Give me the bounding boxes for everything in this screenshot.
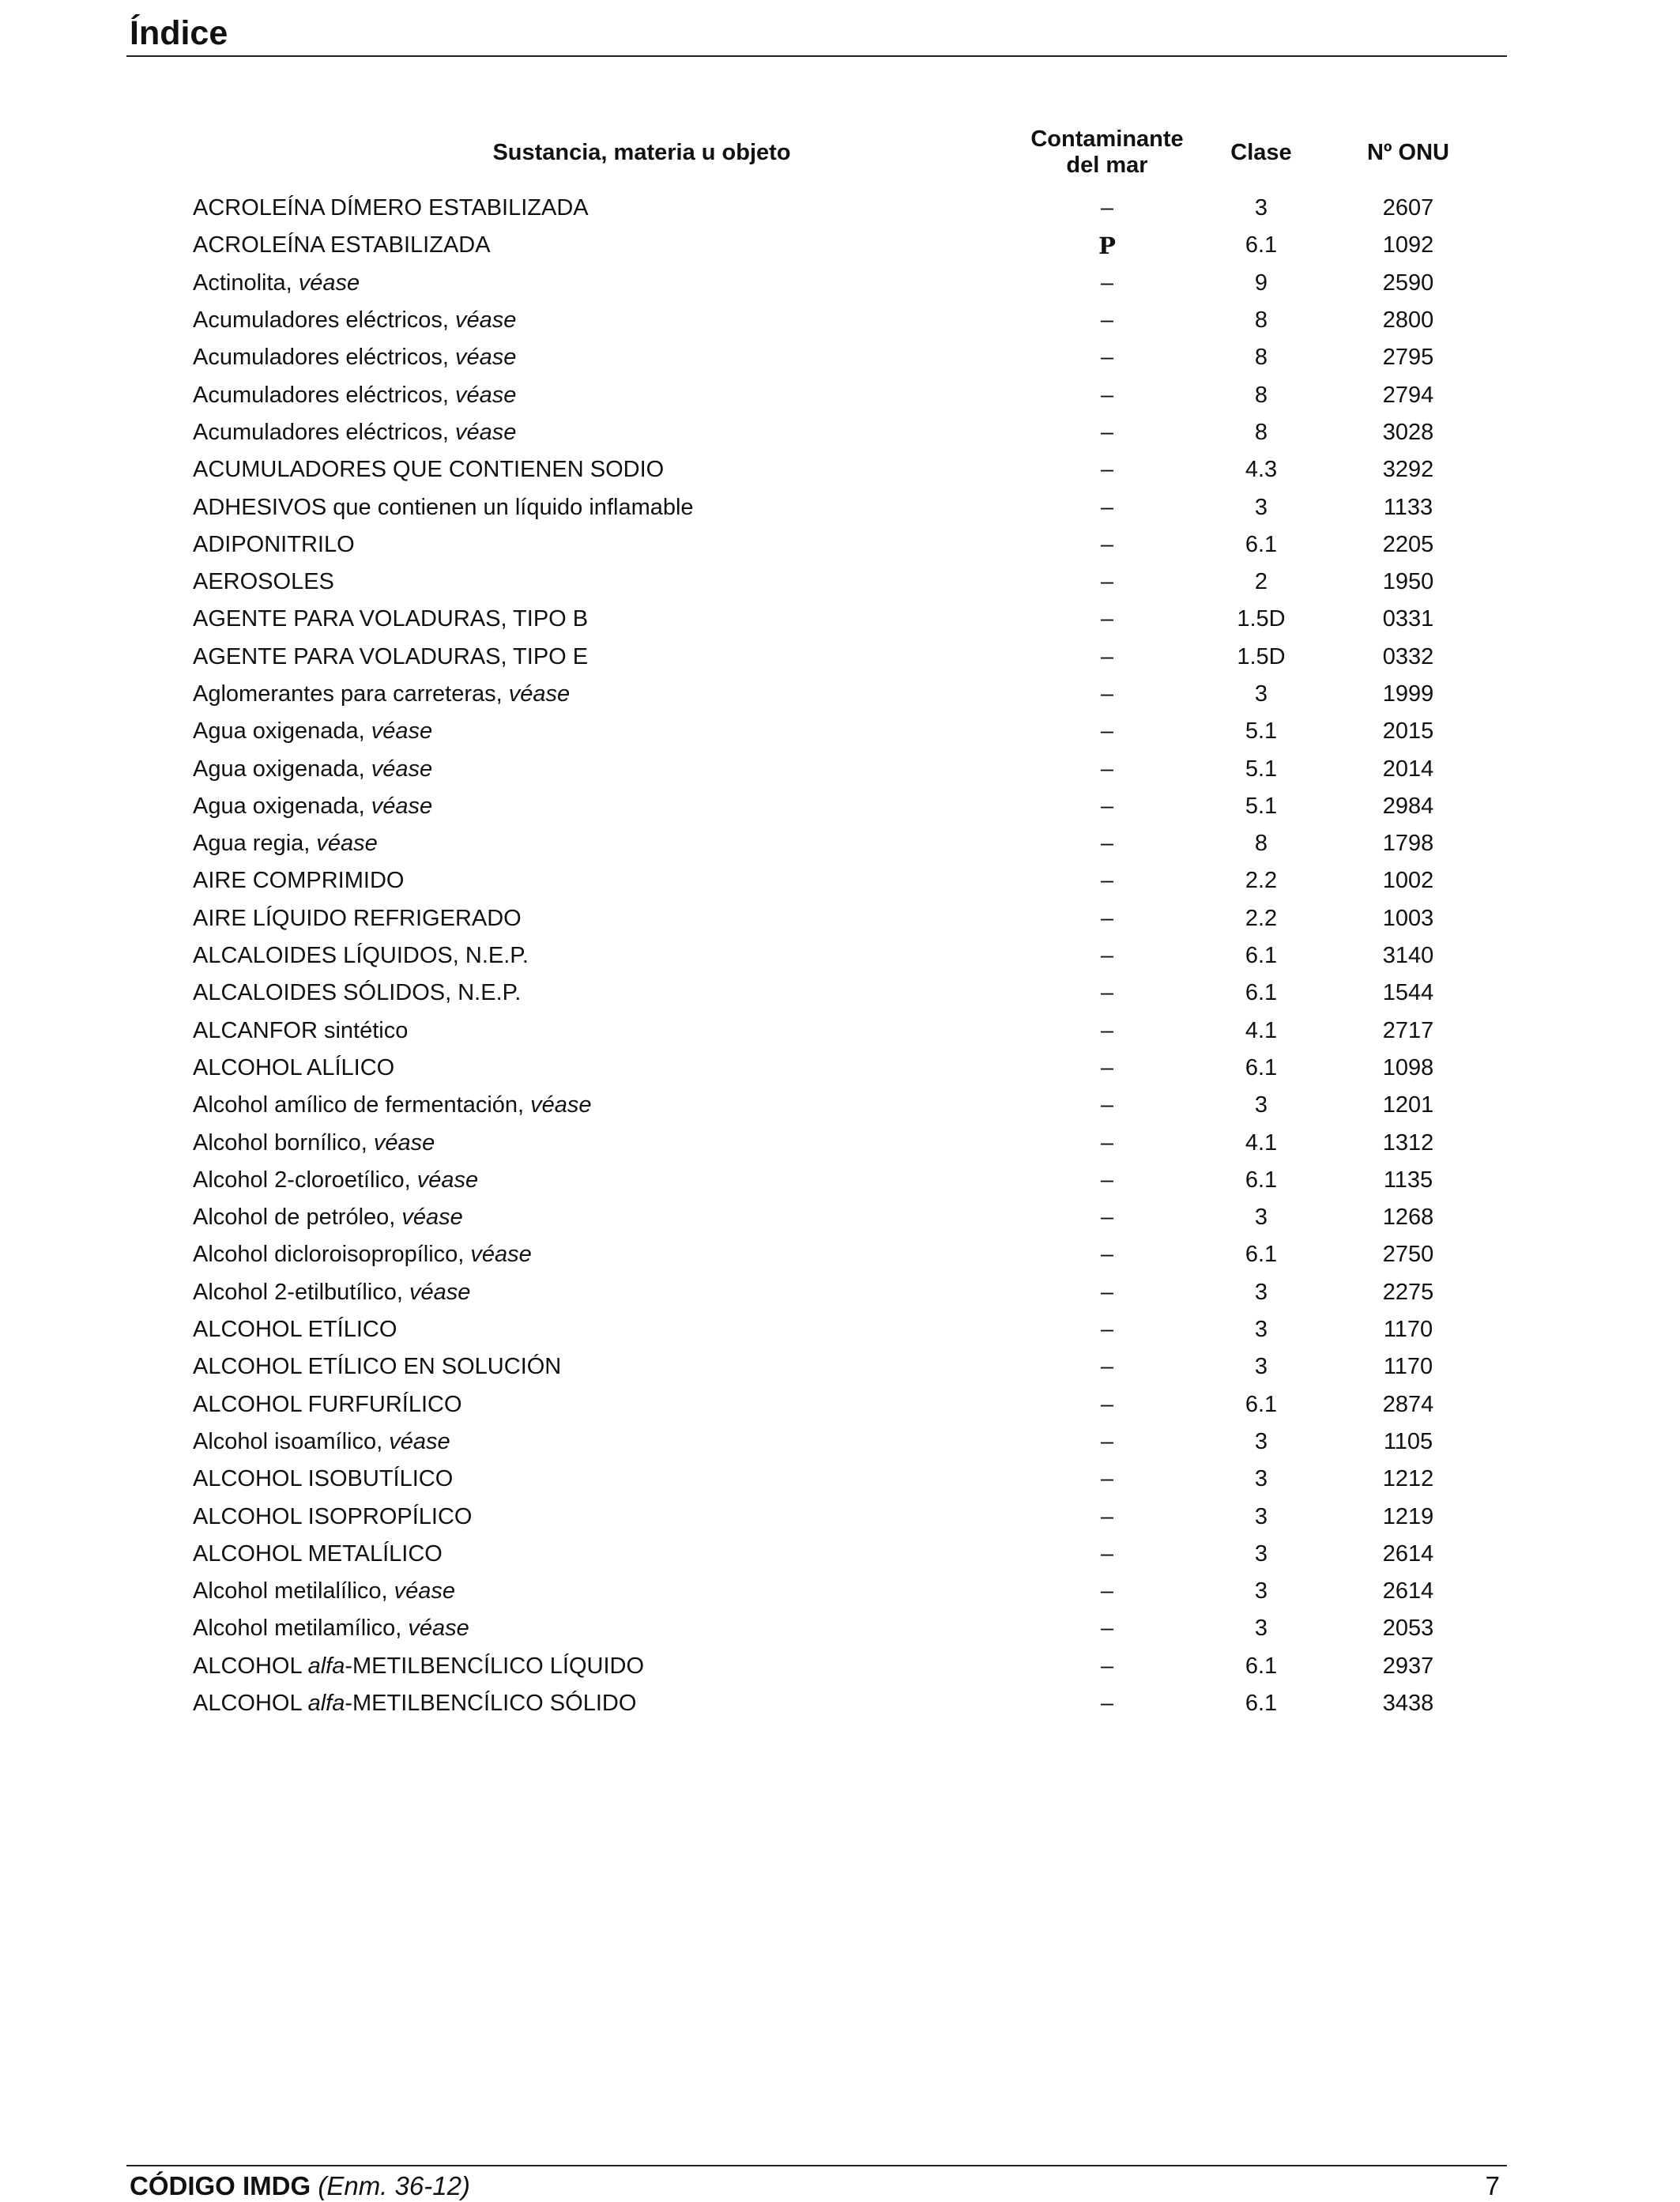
substance-name-text: ALCOHOL ETÍLICO EN SOLUCIÓN: [193, 1354, 562, 1380]
table-row: [183, 1236, 1479, 1273]
hazard-class: 6.1: [1245, 1242, 1278, 1268]
substance-name: [183, 190, 1029, 227]
hazard-class: 6.1: [1245, 1391, 1278, 1417]
hazard-class: 5.1: [1245, 756, 1278, 782]
footer-code: CÓDIGO IMDG: [130, 2171, 311, 2200]
hazard-class: 6.1: [1245, 1691, 1278, 1717]
un-number: 2590: [1382, 270, 1434, 296]
marine-pollutant-dash: –: [1100, 569, 1114, 595]
see-reference: véase: [394, 1578, 456, 1604]
hazard-class: 6.1: [1245, 1167, 1278, 1193]
see-reference: véase: [408, 1616, 469, 1642]
substance-name-text: ACUMULADORES QUE CONTIENEN SODIO: [193, 457, 665, 483]
substance-name-text: ALCOHOL: [193, 1653, 302, 1679]
un-number: 0331: [1382, 606, 1434, 632]
substance-name: [183, 414, 1029, 451]
substance-name: [183, 1311, 1029, 1348]
un-number: 2275: [1382, 1279, 1434, 1305]
marine-pollutant-dash: –: [1100, 793, 1114, 819]
substance-name-text: ALCOHOL ISOBUTÍLICO: [193, 1466, 454, 1492]
substance-name: [183, 825, 1029, 862]
substance-name: [183, 376, 1029, 413]
substance-name: [183, 937, 1029, 975]
hazard-class: 3: [1254, 1205, 1268, 1231]
substance-name: [183, 1348, 1029, 1386]
marine-pollutant-dash: –: [1100, 1129, 1114, 1156]
table-row: [183, 451, 1479, 488]
substance-name-text: Alcohol isoamílico,: [193, 1428, 383, 1454]
table-row: [183, 1536, 1479, 1573]
substance-name: [183, 526, 1029, 564]
substance-name: [183, 339, 1029, 376]
marine-pollutant-dash: –: [1100, 457, 1114, 483]
marine-pollutant-dash: –: [1100, 195, 1114, 221]
table-row: [183, 302, 1479, 339]
un-number: 1092: [1382, 232, 1434, 258]
substance-name-text: ALCOHOL ALÍLICO: [193, 1054, 395, 1080]
marine-pollutant-dash: –: [1100, 270, 1114, 296]
table-row: [183, 488, 1479, 526]
marine-pollutant-dash: –: [1100, 1017, 1114, 1043]
substance-name-prefix-italic: alfa: [307, 1653, 345, 1679]
substance-name: [183, 265, 1029, 302]
marine-pollutant-dash: –: [1100, 1354, 1114, 1380]
table-row: [183, 376, 1479, 413]
substance-name-text: ACROLEÍNA DÍMERO ESTABILIZADA: [193, 195, 589, 221]
un-number: 1105: [1383, 1428, 1433, 1454]
table-row: [183, 190, 1479, 227]
hazard-class: 5.1: [1245, 793, 1278, 819]
substance-name: [183, 451, 1029, 488]
marine-pollutant-dash: –: [1100, 1391, 1114, 1417]
substance-name-prefix-italic: alfa: [307, 1691, 345, 1717]
marine-pollutant-dash: –: [1100, 1167, 1114, 1193]
table-row: [183, 937, 1479, 975]
marine-pollutant-dash: –: [1100, 1317, 1114, 1343]
substance-name: [183, 601, 1029, 638]
see-reference: véase: [530, 1092, 592, 1118]
substance-name: [183, 676, 1029, 713]
substance-name-text: AEROSOLES: [193, 569, 334, 595]
un-number: 3140: [1382, 943, 1434, 969]
substance-name-text: Acumuladores eléctricos,: [193, 382, 449, 408]
un-number: 1544: [1382, 980, 1434, 1006]
hazard-class: 8: [1254, 307, 1268, 334]
see-reference: véase: [455, 382, 517, 408]
marine-pollutant-dash: –: [1100, 1242, 1114, 1268]
substance-name-text: Agua regia,: [193, 831, 311, 857]
see-reference: véase: [416, 1167, 479, 1193]
substance-name: [183, 1386, 1029, 1423]
substance-name-text: ALCOHOL ETÍLICO: [193, 1317, 397, 1343]
hazard-class: 3: [1254, 1428, 1268, 1454]
table-row: [183, 1050, 1479, 1087]
substance-name-text: ACROLEÍNA ESTABILIZADA: [193, 232, 491, 258]
marine-pollutant-dash: –: [1100, 718, 1114, 745]
substance-name-text: ALCOHOL ISOPROPÍLICO: [193, 1503, 473, 1529]
substance-name: [183, 862, 1029, 899]
hazard-class: 3: [1254, 1279, 1268, 1305]
table-body: [183, 190, 1479, 1722]
hazard-class: 3: [1254, 1540, 1268, 1567]
hazard-class: 3: [1254, 195, 1268, 221]
marine-pollutant-dash: –: [1100, 419, 1114, 445]
un-number: 2795: [1382, 345, 1434, 371]
marine-pollutant-dash: –: [1100, 756, 1114, 782]
see-reference: véase: [455, 307, 517, 334]
un-number: 1798: [1382, 831, 1434, 857]
substance-name: [183, 788, 1029, 825]
un-number: 1133: [1383, 494, 1433, 520]
substance-name-text: Alcohol bornílico,: [193, 1129, 367, 1156]
hazard-class: 8: [1254, 382, 1268, 408]
hazard-class: 2.2: [1245, 905, 1278, 931]
hazard-class: 6.1: [1245, 531, 1278, 557]
see-reference: véase: [373, 1129, 435, 1156]
table-row: [183, 1498, 1479, 1535]
table-row: [183, 639, 1479, 676]
substance-name: [183, 900, 1029, 937]
un-number: 2015: [1382, 718, 1434, 745]
un-number: 2984: [1382, 793, 1434, 819]
substance-name: [183, 1648, 1029, 1685]
un-number: 0332: [1382, 643, 1434, 669]
see-reference: véase: [371, 756, 433, 782]
substance-name: [183, 1199, 1029, 1236]
table-row: [183, 825, 1479, 862]
hazard-class: 3: [1254, 1092, 1268, 1118]
substance-name: [183, 1498, 1029, 1535]
substance-name-text: AIRE COMPRIMIDO: [193, 868, 405, 894]
substance-name-text: Aglomerantes para carreteras,: [193, 681, 503, 707]
hazard-class: 4.1: [1245, 1129, 1278, 1156]
table-row: [183, 1386, 1479, 1423]
substance-name: [183, 750, 1029, 787]
table-row: [183, 1162, 1479, 1199]
marine-pollutant-dash: –: [1100, 1466, 1114, 1492]
marine-pollutant-dash: –: [1100, 1653, 1114, 1679]
substance-name-text: Alcohol dicloroisopropílico,: [193, 1242, 465, 1268]
column-header-un-number: Nº ONU: [1366, 139, 1450, 165]
see-reference: véase: [470, 1242, 532, 1268]
page-title: Índice: [130, 14, 228, 52]
un-number: 2717: [1382, 1017, 1434, 1043]
substance-name-text: ALCOHOL FURFURÍLICO: [193, 1391, 462, 1417]
substance-name-text: ADHESIVOS que contienen un líquido inflamable: [193, 494, 694, 520]
marine-pollutant-dash: –: [1100, 1578, 1114, 1604]
substance-name-text: Acumuladores eléctricos,: [193, 345, 449, 371]
un-number: 1098: [1382, 1054, 1434, 1080]
table-row: [183, 1199, 1479, 1236]
table-row: [183, 1087, 1479, 1124]
marine-pollutant-dash: –: [1100, 345, 1114, 371]
table-row: [183, 1274, 1479, 1311]
hazard-class: 3: [1254, 1466, 1268, 1492]
see-reference: véase: [455, 345, 517, 371]
marine-pollutant-dash: –: [1100, 1092, 1114, 1118]
table-row: [183, 526, 1479, 564]
substance-name-text: Alcohol 2-cloroetílico,: [193, 1167, 411, 1193]
hazard-class: 9: [1254, 270, 1268, 296]
marine-pollutant-dash: –: [1100, 868, 1114, 894]
table-row: [183, 788, 1479, 825]
table-row: [183, 1461, 1479, 1498]
hazard-class: 6.1: [1245, 1054, 1278, 1080]
marine-pollutant-dash: –: [1100, 1691, 1114, 1717]
substance-name: [183, 1124, 1029, 1161]
un-number: 2607: [1382, 195, 1434, 221]
marine-pollutant-dash: –: [1100, 307, 1114, 334]
marine-pollutant-dash: –: [1100, 643, 1114, 669]
substance-name: [183, 302, 1029, 339]
substance-name-text: ALCALOIDES LÍQUIDOS, N.E.P.: [193, 943, 529, 969]
hazard-class: 6.1: [1245, 1653, 1278, 1679]
un-number: 1219: [1382, 1503, 1434, 1529]
un-number: 1003: [1382, 905, 1434, 931]
table-row: [183, 265, 1479, 302]
substance-name: [183, 488, 1029, 526]
marine-pollutant-dash: –: [1100, 831, 1114, 857]
substance-name: [183, 1610, 1029, 1647]
un-number: 1002: [1382, 868, 1434, 894]
column-header-class: Clase: [1230, 139, 1292, 165]
see-reference: véase: [298, 270, 360, 296]
see-reference: véase: [508, 681, 571, 707]
marine-pollutant-dash: –: [1100, 1503, 1114, 1529]
marine-pollutant-dash: –: [1100, 681, 1114, 707]
table-row: [183, 713, 1479, 750]
substance-name-text: Actinolita,: [193, 270, 292, 296]
substance-name-text: AGENTE PARA VOLADURAS, TIPO E: [193, 643, 589, 669]
substance-name: [183, 1461, 1029, 1498]
marine-pollutant-mark: P: [1098, 232, 1116, 259]
un-number: 1212: [1382, 1466, 1434, 1492]
substance-name: [183, 1536, 1029, 1573]
un-number: 2800: [1382, 307, 1434, 334]
hazard-class: 3: [1254, 1317, 1268, 1343]
substance-name-text: Alcohol de petróleo,: [193, 1205, 396, 1231]
marine-pollutant-dash: –: [1100, 1205, 1114, 1231]
page-number: 7: [1485, 2171, 1500, 2200]
table-row: [183, 1610, 1479, 1647]
hazard-class: 8: [1254, 831, 1268, 857]
un-number: 1201: [1382, 1092, 1434, 1118]
hazard-class: 5.1: [1245, 718, 1278, 745]
table-row: [183, 975, 1479, 1012]
un-number: 3292: [1382, 457, 1434, 483]
hazard-class: 3: [1254, 1616, 1268, 1642]
un-number: 3438: [1382, 1691, 1434, 1717]
substance-name: [183, 639, 1029, 676]
un-number: 3028: [1382, 419, 1434, 445]
substance-name: [183, 1050, 1029, 1087]
table-header-row: [183, 120, 1479, 190]
un-number: 2750: [1382, 1242, 1434, 1268]
substance-name: [183, 1236, 1029, 1273]
marine-pollutant-dash: –: [1100, 905, 1114, 931]
marine-pollutant-dash: –: [1100, 1279, 1114, 1305]
un-number: 2014: [1382, 756, 1434, 782]
substance-name: [183, 1685, 1029, 1722]
marine-pollutant-dash: –: [1100, 943, 1114, 969]
substance-name-text: AIRE LÍQUIDO REFRIGERADO: [193, 905, 522, 931]
un-number: 2874: [1382, 1391, 1434, 1417]
substance-name: [183, 227, 1029, 264]
table-row: [183, 676, 1479, 713]
un-number: 2205: [1382, 531, 1434, 557]
substance-name: [183, 713, 1029, 750]
substance-name-text: Alcohol metilalílico,: [193, 1578, 388, 1604]
substance-name-text: Acumuladores eléctricos,: [193, 307, 449, 334]
see-reference: véase: [455, 419, 517, 445]
table-row: [183, 1348, 1479, 1386]
un-number: 2937: [1382, 1653, 1434, 1679]
see-reference: véase: [409, 1279, 471, 1305]
column-header-substance: Sustancia, materia u objeto: [492, 139, 791, 165]
table-row: [183, 1423, 1479, 1461]
table-row: [183, 750, 1479, 787]
table-row: [183, 1124, 1479, 1161]
column-header-marine-pollutant: Contaminante del mar: [1030, 126, 1184, 178]
hazard-class: 6.1: [1245, 943, 1278, 969]
see-reference: véase: [371, 793, 433, 819]
hazard-class: 1.5D: [1237, 606, 1286, 632]
un-number: 1170: [1383, 1354, 1433, 1380]
hazard-class: 3: [1254, 1354, 1268, 1380]
hazard-class: 8: [1254, 345, 1268, 371]
substance-name-text: Alcohol 2-etilbutílico,: [193, 1279, 403, 1305]
substance-name-text: Agua oxigenada,: [193, 718, 365, 745]
substance-name-text: Acumuladores eléctricos,: [193, 419, 449, 445]
substance-name: [183, 1274, 1029, 1311]
hazard-class: 4.1: [1245, 1017, 1278, 1043]
substance-name: [183, 1162, 1029, 1199]
substance-name-text: ALCALOIDES SÓLIDOS, N.E.P.: [193, 980, 522, 1006]
un-number: 1312: [1382, 1129, 1434, 1156]
header-rule: [126, 55, 1507, 57]
see-reference: véase: [371, 718, 433, 745]
un-number: 1170: [1383, 1317, 1433, 1343]
un-number: 2614: [1382, 1578, 1434, 1604]
marine-pollutant-dash: –: [1100, 1616, 1114, 1642]
marine-pollutant-dash: –: [1100, 382, 1114, 408]
table-row: [183, 1573, 1479, 1610]
substance-name-suffix: -METILBENCÍLICO LÍQUIDO: [345, 1653, 645, 1679]
hazard-class: 4.3: [1245, 457, 1278, 483]
substance-name-text: Agua oxigenada,: [193, 756, 365, 782]
hazard-class: 3: [1254, 1503, 1268, 1529]
footer-rule: [126, 2165, 1507, 2166]
hazard-class: 8: [1254, 419, 1268, 445]
table-row: [183, 862, 1479, 899]
marine-pollutant-dash: –: [1100, 1428, 1114, 1454]
hazard-class: 3: [1254, 494, 1268, 520]
marine-pollutant-dash: –: [1100, 494, 1114, 520]
substance-name-text: ALCANFOR sintético: [193, 1017, 409, 1043]
un-number: 1950: [1382, 569, 1434, 595]
substance-name-text: Agua oxigenada,: [193, 793, 365, 819]
hazard-class: 1.5D: [1237, 643, 1286, 669]
see-reference: véase: [401, 1205, 463, 1231]
marine-pollutant-dash: –: [1100, 606, 1114, 632]
index-table: [183, 120, 1479, 1722]
hazard-class: 2: [1254, 569, 1268, 595]
hazard-class: 6.1: [1245, 232, 1278, 258]
marine-pollutant-dash: –: [1100, 980, 1114, 1006]
table-row: [183, 227, 1479, 264]
substance-name: [183, 1012, 1029, 1050]
substance-name-suffix: -METILBENCÍLICO SÓLIDO: [345, 1691, 637, 1717]
hazard-class: 6.1: [1245, 980, 1278, 1006]
un-number: 2794: [1382, 382, 1434, 408]
substance-name-text: ADIPONITRILO: [193, 531, 355, 557]
table-row: [183, 1311, 1479, 1348]
table-row: [183, 339, 1479, 376]
see-reference: véase: [389, 1428, 450, 1454]
marine-pollutant-dash: –: [1100, 1054, 1114, 1080]
footer-publication: [130, 2170, 470, 2202]
table-row: [183, 1648, 1479, 1685]
substance-name: [183, 1573, 1029, 1610]
substance-name-text: ALCOHOL: [193, 1691, 302, 1717]
hazard-class: 2.2: [1245, 868, 1278, 894]
substance-name: [183, 975, 1029, 1012]
table-row: [183, 564, 1479, 601]
hazard-class: 3: [1254, 681, 1268, 707]
un-number: 1999: [1382, 681, 1434, 707]
substance-name: [183, 564, 1029, 601]
un-number: 2053: [1382, 1616, 1434, 1642]
substance-name-text: AGENTE PARA VOLADURAS, TIPO B: [193, 606, 589, 632]
table-row: [183, 1685, 1479, 1722]
substance-name-text: ALCOHOL METALÍLICO: [193, 1540, 443, 1567]
un-number: 2614: [1382, 1540, 1434, 1567]
hazard-class: 3: [1254, 1578, 1268, 1604]
footer-amendment: (Enm. 36-12): [318, 2171, 470, 2200]
un-number: 1135: [1383, 1167, 1433, 1193]
substance-name-text: Alcohol amílico de fermentación,: [193, 1092, 525, 1118]
un-number: 1268: [1382, 1205, 1434, 1231]
table-row: [183, 900, 1479, 937]
substance-name-text: Alcohol metilamílico,: [193, 1616, 402, 1642]
substance-name: [183, 1423, 1029, 1461]
marine-pollutant-dash: –: [1100, 1540, 1114, 1567]
marine-pollutant-dash: –: [1100, 531, 1114, 557]
table-row: [183, 601, 1479, 638]
table-row: [183, 1012, 1479, 1050]
substance-name: [183, 1087, 1029, 1124]
see-reference: véase: [316, 831, 378, 857]
table-row: [183, 414, 1479, 451]
